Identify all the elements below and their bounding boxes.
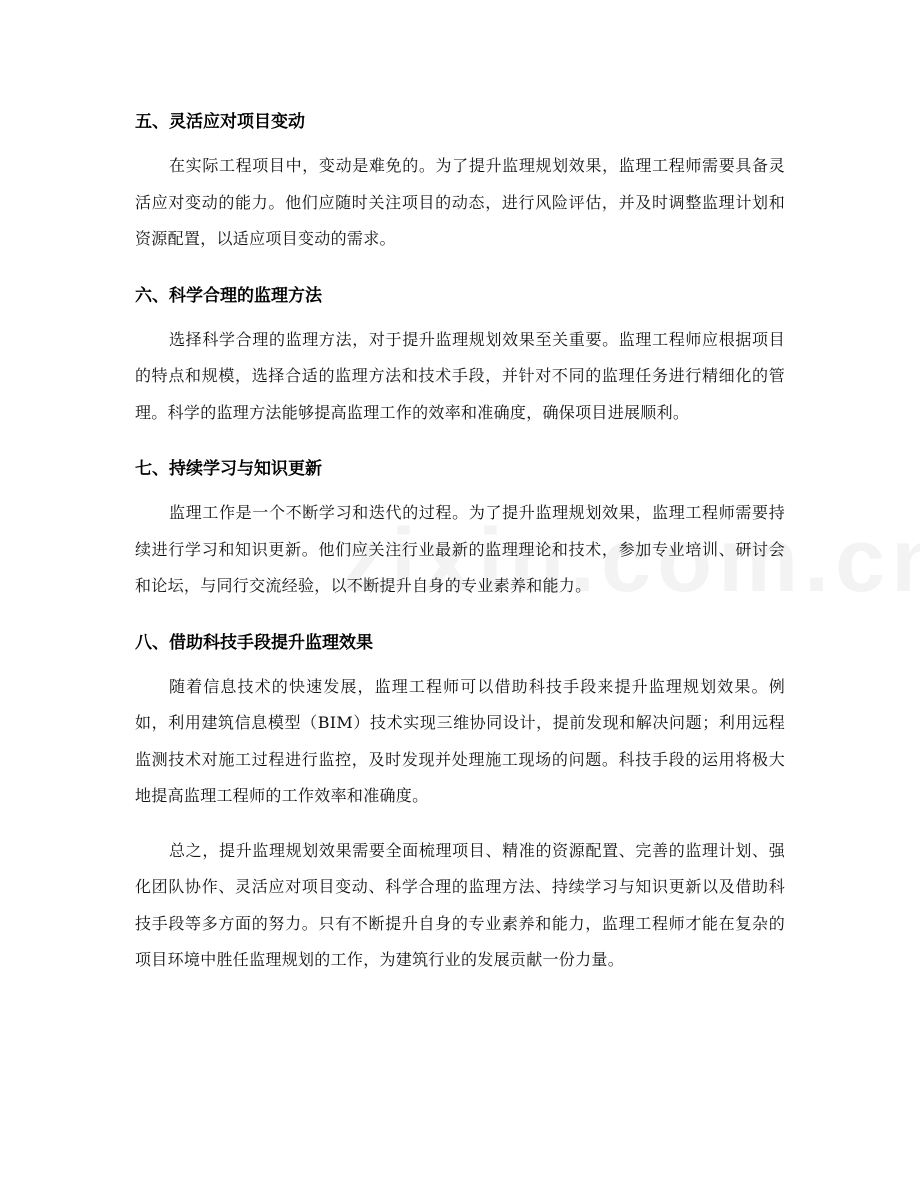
section-paragraph-6: 选择科学合理的监理方法，对于提升监理规划效果至关重要。监理工程师应根据项目的特点和规模，选择合适的监理方法和技术手段，并针对不同的监理任务进行精细化的管理。科学的监理方法能够提高监理工作的效率和准确度，确保项目进展顺利。 bbox=[135, 329, 785, 422]
section-heading-8: 八、借助科技手段提升监理效果 bbox=[135, 632, 373, 653]
section-heading-6: 六、科学合理的监理方法 bbox=[135, 285, 322, 306]
section-heading-5: 五、灵活应对项目变动 bbox=[135, 112, 305, 132]
section-heading-7: 七、持续学习与知识更新 bbox=[135, 459, 322, 479]
section-paragraph-7: 监理工作是一个不断学习和迭代的过程。为了提升监理规划效果，监理工程师需要持续进行学习和知识更新。他们应关注行业最新的监理理论和技术，参加专业培训、研讨会和论坛，与同行交流经验，以不断提升自身的专业素养和能力。 bbox=[135, 503, 785, 595]
document-body bbox=[135, 102, 785, 979]
section-paragraph-5: 在实际工程项目中，变动是难免的。为了提升监理规划效果，监理工程师需要具备灵活应对变动的能力。他们应随时关注项目的动态，进行风险评估，并及时调整监理计划和资源配置，以适应项目变动的需求。 bbox=[135, 156, 785, 248]
section-paragraph-8: 随着信息技术的快速发展，监理工程师可以借助科技手段来提升监理规划效果。例如，利用建筑信息模型（BIM）技术实现三维协同设计，提前发现和解决问题；利用远程监测技术对施工过程进行监控，及时发现并处理施工现场的问题。科技手段的运用将极大地提高监理工程师的工作效率和准确度。 bbox=[135, 676, 785, 805]
conclusion-paragraph: 总之，提升监理规划效果需要全面梳理项目、精准的资源配置、完善的监理计划、强化团队协作、灵活应对项目变动、科学合理的监理方法、持续学习与知识更新以及借助科技手段等多方面的努力。只有不断提升自身的专业素养和能力，监理工程师才能在复杂的项目环境中胜任监理规划的工作，为建筑行业的发展贡献一份力量。 bbox=[135, 840, 785, 969]
